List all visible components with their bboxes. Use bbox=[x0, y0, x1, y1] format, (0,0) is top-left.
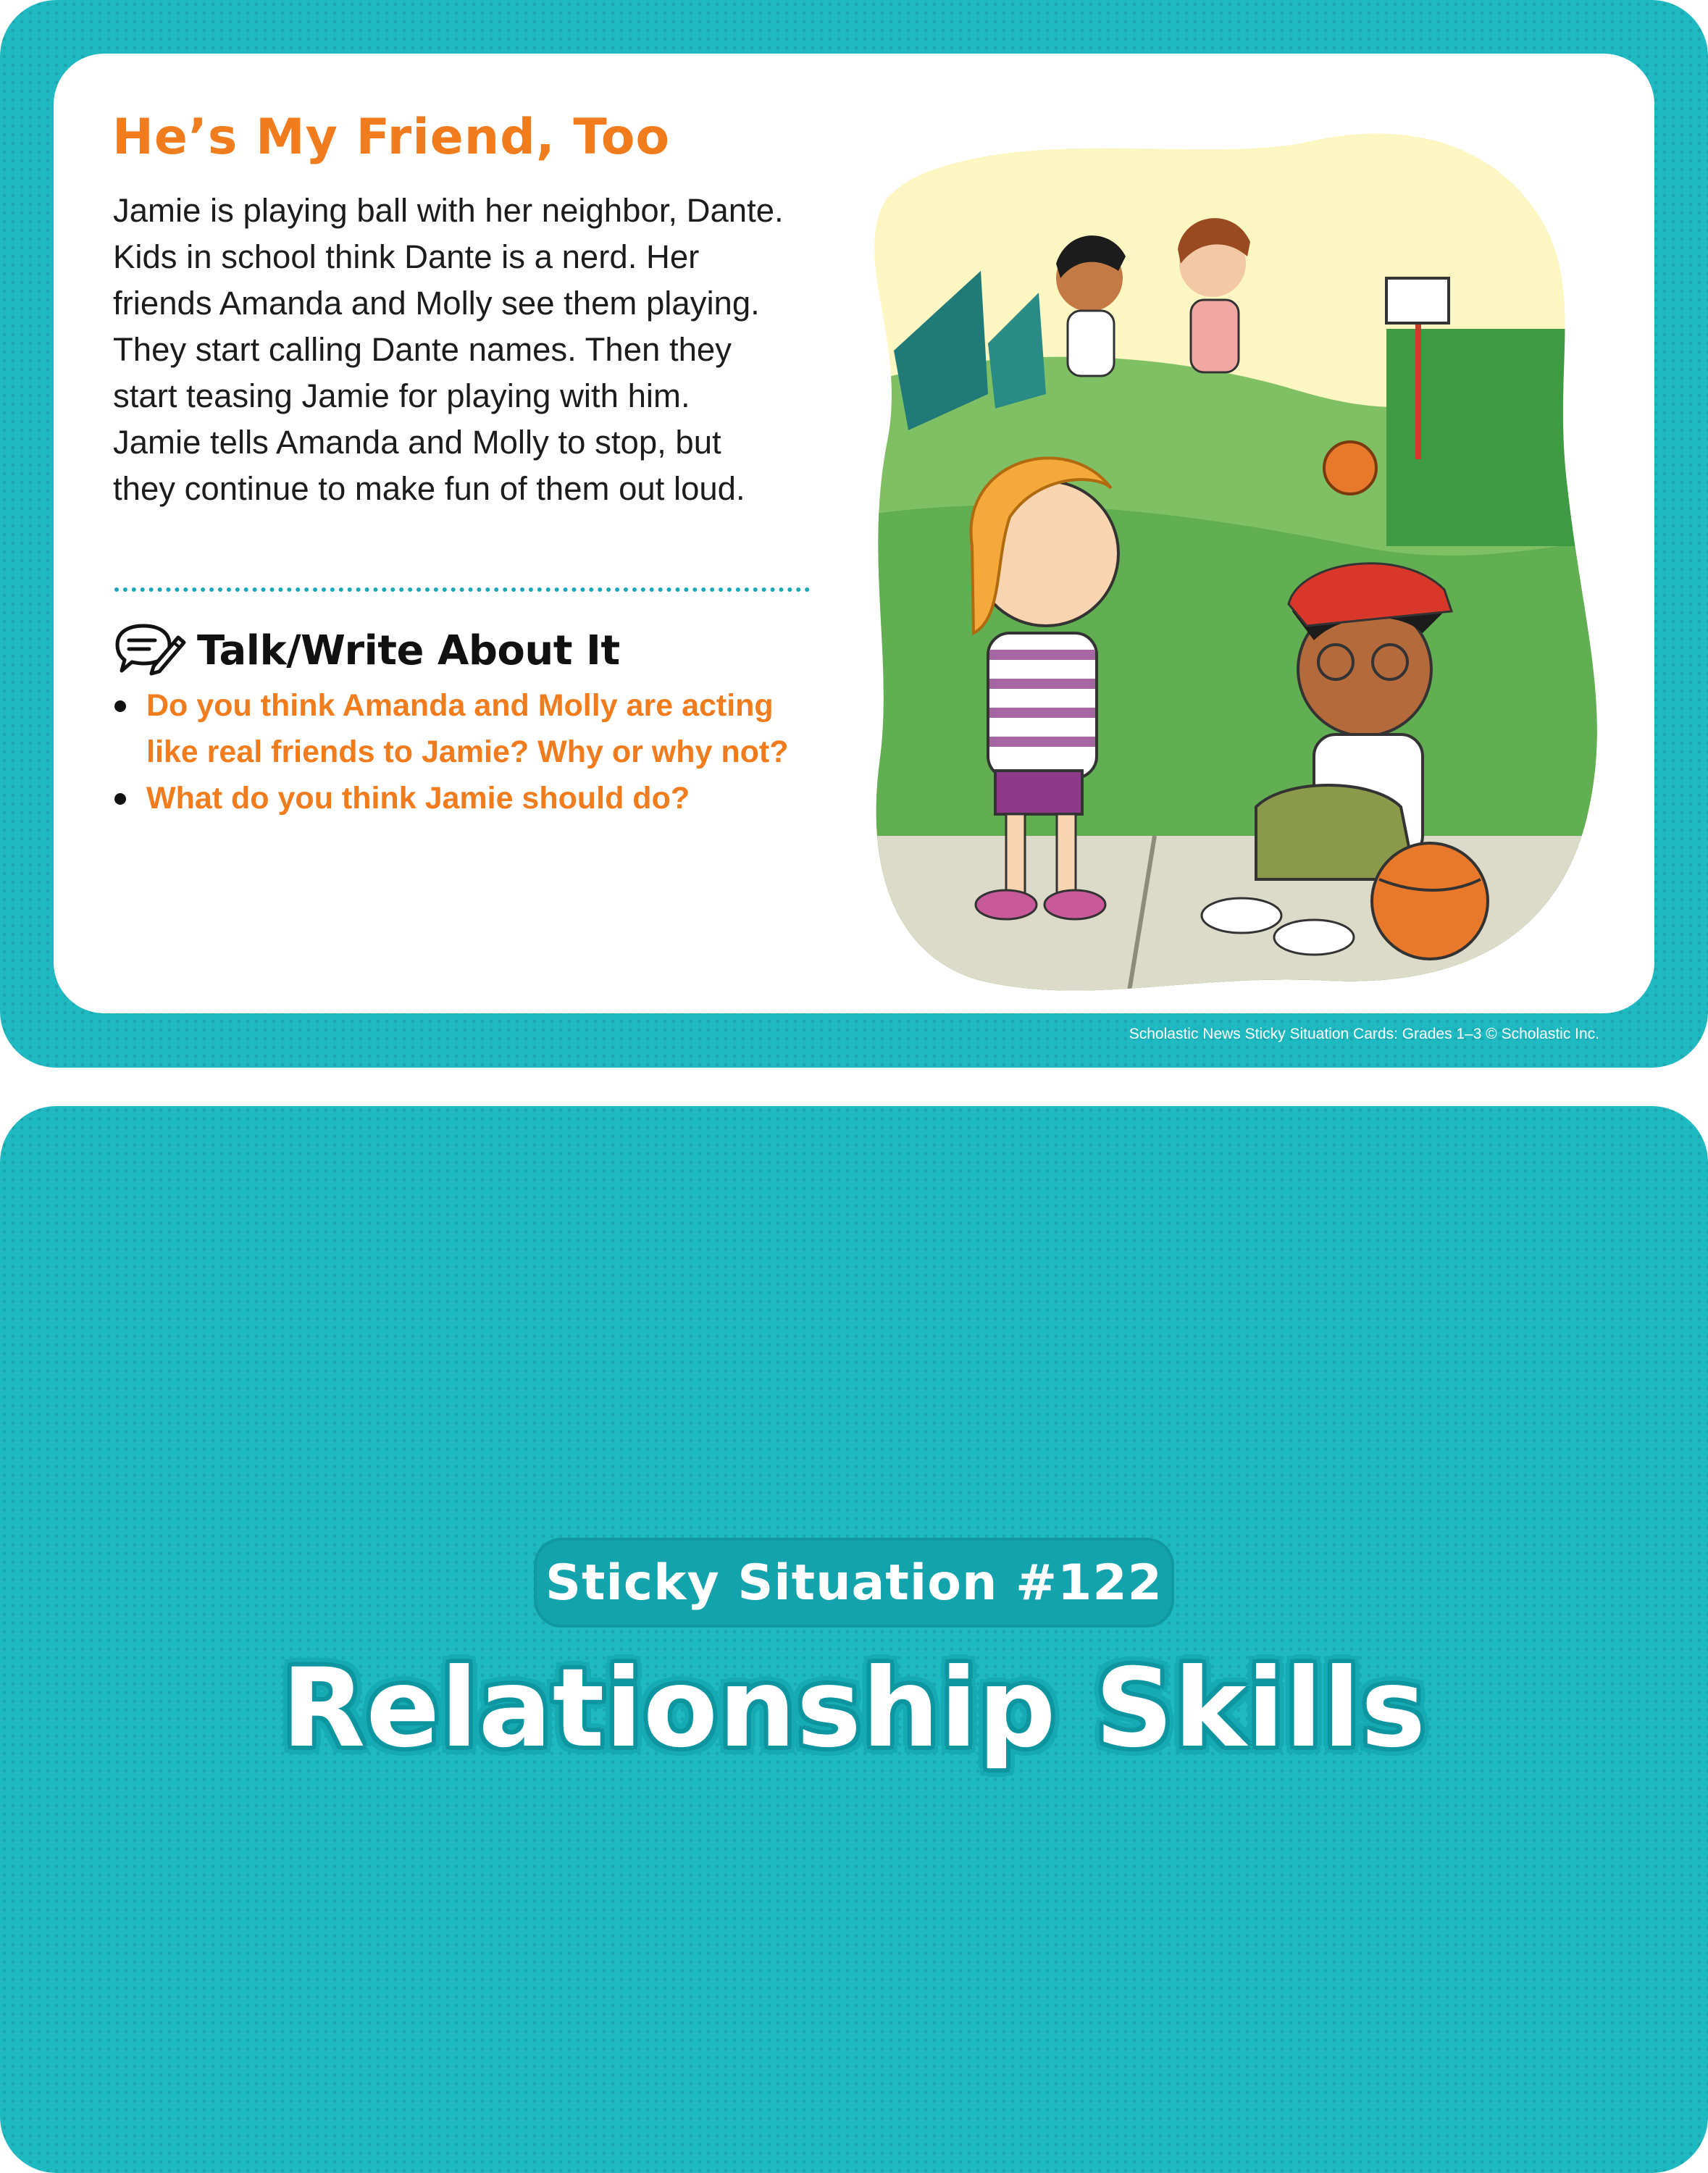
speech-bubble-pencil-icon bbox=[112, 621, 187, 679]
talk-write-heading: Talk/Write About It bbox=[197, 627, 620, 674]
illustration bbox=[850, 112, 1618, 1013]
category-title: Relationship Skills bbox=[281, 1646, 1427, 1772]
question-item: What do you think Jamie should do? bbox=[114, 775, 810, 821]
question-item: Do you think Amanda and Molly are acting like real friends to Jamie? Why or why not? bbox=[114, 682, 810, 775]
card-back bbox=[0, 1106, 1708, 2173]
card-content-panel bbox=[54, 54, 1654, 1013]
card-title: He’s My Friend, Too bbox=[112, 109, 671, 166]
talk-heading bbox=[112, 621, 620, 679]
situation-number-badge bbox=[534, 1538, 1174, 1628]
situation-number: Sticky Situation #122 bbox=[545, 1554, 1163, 1612]
story-text: Jamie is playing ball with her neighbor, Dante. Kids in school think Dante is a nerd. Her friends Amanda and Molly see them playing. They start calling Dante names. Then they start teasing Jamie for playing with him. Jamie tells Amanda and Molly to stop, but they continue to make fun of them out loud. bbox=[113, 192, 784, 507]
copyright-credit: Scholastic News Sticky Situation Cards: Grades 1–3 © Scholastic Inc. bbox=[1129, 1026, 1599, 1042]
question-list bbox=[114, 682, 810, 821]
card-front bbox=[0, 0, 1708, 1068]
dotted-divider bbox=[114, 587, 810, 592]
